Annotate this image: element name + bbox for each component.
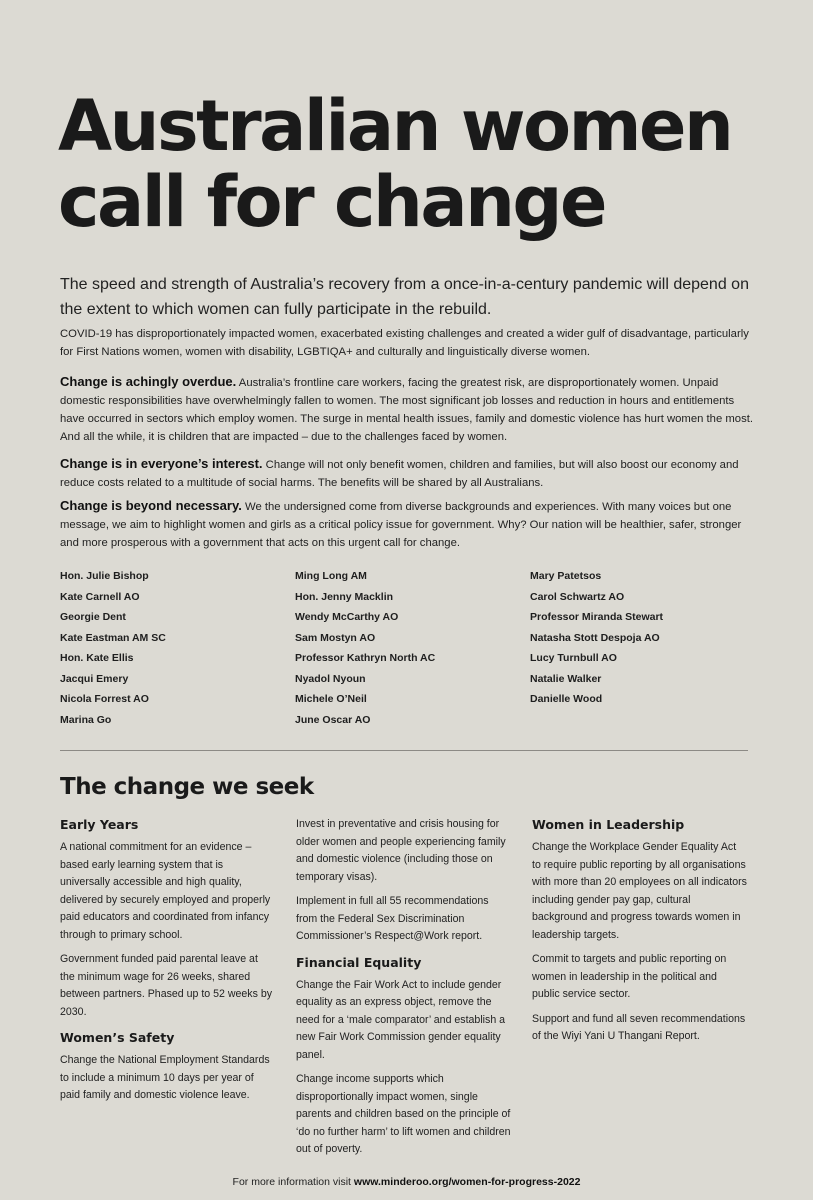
signatory: Nicola Forrest AO <box>60 693 149 705</box>
signatory: Jacqui Emery <box>60 672 129 685</box>
signatory: Natalie Walker <box>530 672 602 685</box>
body-text: Support and fund all seven recommendations of the Wiyi Yani U Thangani Report. <box>532 1012 746 1042</box>
signatory: Natasha Stott Despoja AO <box>530 631 660 644</box>
signatory: Ming Long AM <box>295 570 367 582</box>
body-text: A national commitment for an evidence – based early learning system that is universally accessible and high quality, delivered by securely employed and properly paid educators and coordinated from infancy through to primary school. <box>60 841 271 941</box>
signatory: Marina Go <box>60 713 112 726</box>
body-text: Change the Fair Work Act to include gender equality as an express object, remove the need for a ‘male comparator’ and establish a new Fair Work Commission gender equality panel. <box>296 978 506 1061</box>
body-text: Government funded paid parental leave at the minimum wage for 26 weeks, shared between partners. Phased up to 52 weeks by 2030. <box>60 953 273 1018</box>
paragraph-overdue: Change is achingly overdue. Australia’s frontline care workers, facing the greatest risk, are disproportionately women. Unpaid domestic responsibilities have overwhelmingly fallen to women. The most significant job losses and reduction in hours and entitlements have occurred in sectors which employ women. The surge in mental health issues, family and domestic violence has hurt women the most. And all the while, it is children that are impacted – due to the challenges faced by women. <box>60 374 753 443</box>
section-title: The change we seek <box>60 774 314 800</box>
paragraph-necessary: Change is beyond necessary. We the undersigned come from diverse backgrounds and experiences. With many voices but one message, we aim to highlight women and girls as a critical policy issue for government. Why? Our nation will be healthier, safer, stronger and more prosperous with a government that acts on this urgent call for change. <box>60 498 742 549</box>
body-text: Implement in full all 55 recommendations from the Federal Sex Discrimination Commissioner’s Respect@Work report. <box>296 895 489 942</box>
signatory: Kate Carnell AO <box>60 590 140 603</box>
paragraph-interest: Change is in everyone’s interest. Change will not only benefit women, children and families, but will also boost our economy and reduce costs related to a multitude of social harms. The benefits will be shared by all Australians. <box>60 456 739 489</box>
signatory: Sam Mostyn AO <box>295 631 376 644</box>
signatory: Carol Schwartz AO <box>530 590 625 603</box>
column-housing-financial <box>296 816 511 1166</box>
signatory: Wendy McCarthy AO <box>295 611 399 623</box>
lead-paragraph: The speed and strength of Australia’s recovery from a once-in-a-century pandemic will depend on the extent to which women can fully participate in the rebuild. <box>60 276 749 318</box>
signatory: June Oscar AO <box>295 713 371 726</box>
signatory: Nyadol Nyoun <box>295 672 366 685</box>
headline: Australian women call for change <box>58 85 732 243</box>
signatory-list-1 <box>60 566 166 730</box>
signatory: Mary Patetsos <box>530 570 602 582</box>
signatory-list-3 <box>530 566 663 710</box>
signatory: Lucy Turnbull AO <box>530 652 617 664</box>
signatory: Kate Eastman AM SC <box>60 631 166 644</box>
signatory: Danielle Wood <box>530 693 603 705</box>
body-text: Change income supports which disproportionally impact women, single parents and children based on the principle of ‘do no further harm’ to lift women and children out of poverty. <box>296 1073 511 1155</box>
heading-womens-safety: Women’s Safety <box>60 1030 175 1045</box>
intro-paragraph: COVID-19 has disproportionately impacted women, exacerbated existing challenges and created a wider gulf of disadvantage, particularly for First Nations women, women with disability, LGBTIQA+ and culturally and linguistically diverse women. <box>60 328 749 358</box>
heading-women-in-leadership: Women in Leadership <box>532 817 685 832</box>
heading-early-years: Early Years <box>60 817 139 832</box>
signatory: Hon. Kate Ellis <box>60 652 134 664</box>
heading-financial-equality: Financial Equality <box>296 954 422 970</box>
body-text: Change the Workplace Gender Equality Act to require public reporting by all organisations with more than 20 employees on all indicators including gender pay gap, cultural background and progress towards women in leadership targets. <box>532 841 747 941</box>
column-leadership <box>532 816 747 1053</box>
section-divider <box>60 750 748 751</box>
signatory: Georgie Dent <box>60 611 126 623</box>
body-text: Invest in preventative and crisis housing for older women and people experiencing family and domestic violence (including those on temporary visas). <box>296 818 506 883</box>
footer-link[interactable]: www.minderoo.org/women-for-progress-2022 <box>353 1176 581 1188</box>
column-early-years <box>60 816 275 1112</box>
signatory-list-2 <box>295 566 435 730</box>
signatory: Hon. Julie Bishop <box>60 570 149 582</box>
signatory: Michele O’Neil <box>295 693 367 705</box>
footer: For more information visit www.minderoo.org/women-for-progress-2022 <box>232 1176 581 1188</box>
body-text: Change the National Employment Standards to include a minimum 10 days per year of paid family and domestic violence leave. <box>60 1054 270 1101</box>
signatory: Hon. Jenny Macklin <box>295 590 394 603</box>
signatory: Professor Kathryn North AC <box>295 652 436 664</box>
signatory: Professor Miranda Stewart <box>530 611 664 623</box>
body-text: Commit to targets and public reporting on women in leadership in the political and public service sector. <box>532 953 727 1000</box>
